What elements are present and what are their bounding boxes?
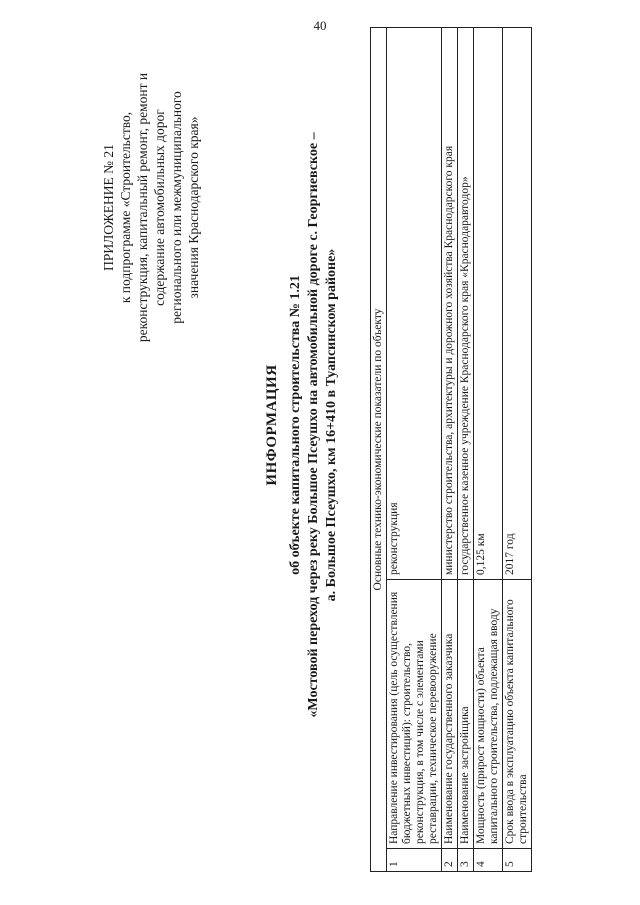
row-label: Направление инвестирования (цель осуществления бюджетных инвестиций): строительство, реконструкция, в том числе с элементами реставрации, техническое перевооружение — [387, 580, 442, 849]
row-label: Срок ввода в эксплуатацию объекта капитального строительства — [503, 580, 532, 849]
row-value: 2017 год — [503, 28, 532, 580]
row-number: 5 — [503, 849, 532, 872]
table-row — [474, 28, 503, 872]
table-row — [387, 28, 442, 872]
row-value: реконструкция — [387, 28, 442, 580]
appendix-line: содержание автомобильных дорог — [152, 109, 167, 306]
document-title — [263, 80, 341, 770]
appendix-line: ПРИЛОЖЕНИЕ № 21 — [101, 144, 116, 271]
row-number: 4 — [474, 849, 503, 872]
rotated-document-body — [58, 20, 618, 880]
row-label: Наименование государственного заказчика — [442, 580, 458, 849]
title-line: «Мостовой переход через реку Большое Псеушхо на автомобильной дороге с. Георгиевское – — [306, 132, 321, 718]
row-label: Мощность (прирост мощности) объекта капитального строительства, подлежащая вводу — [474, 580, 503, 849]
row-value: государственное казенное учреждение Краснодарского края «Краснодаравтодор» — [458, 28, 474, 580]
table-row — [458, 28, 474, 872]
title-heading: ИНФОРМАЦИЯ — [264, 364, 280, 486]
table-row — [503, 28, 532, 872]
appendix-line: к подпрограмме «Строительство, — [118, 111, 133, 304]
appendix-line: значения Краснодарского края» — [186, 116, 201, 299]
row-value: 0,125 км — [474, 28, 503, 580]
table-header: Основные технико-экономические показатели по объекту — [371, 28, 387, 872]
title-line: об объекте капитального строительства № 1.21 — [288, 275, 303, 575]
title-line: а. Большое Псеушхо, км 16+410 в Туапсинском районе» — [324, 248, 339, 602]
table-row — [442, 28, 458, 872]
row-number: 3 — [458, 849, 474, 872]
appendix-line: регионального или межмуниципального — [169, 91, 184, 324]
row-label: Наименование застройщика — [458, 580, 474, 849]
row-number: 2 — [442, 849, 458, 872]
appendix-note — [100, 35, 202, 380]
page-number: 40 — [313, 18, 327, 33]
row-value: министерство строительства, архитектуры и дорожного хозяйства Краснодарского края — [442, 28, 458, 580]
appendix-line: реконструкция, капитальный ремонт, ремонт и — [135, 72, 150, 343]
row-number: 1 — [387, 849, 442, 872]
indicators-table — [370, 27, 532, 872]
